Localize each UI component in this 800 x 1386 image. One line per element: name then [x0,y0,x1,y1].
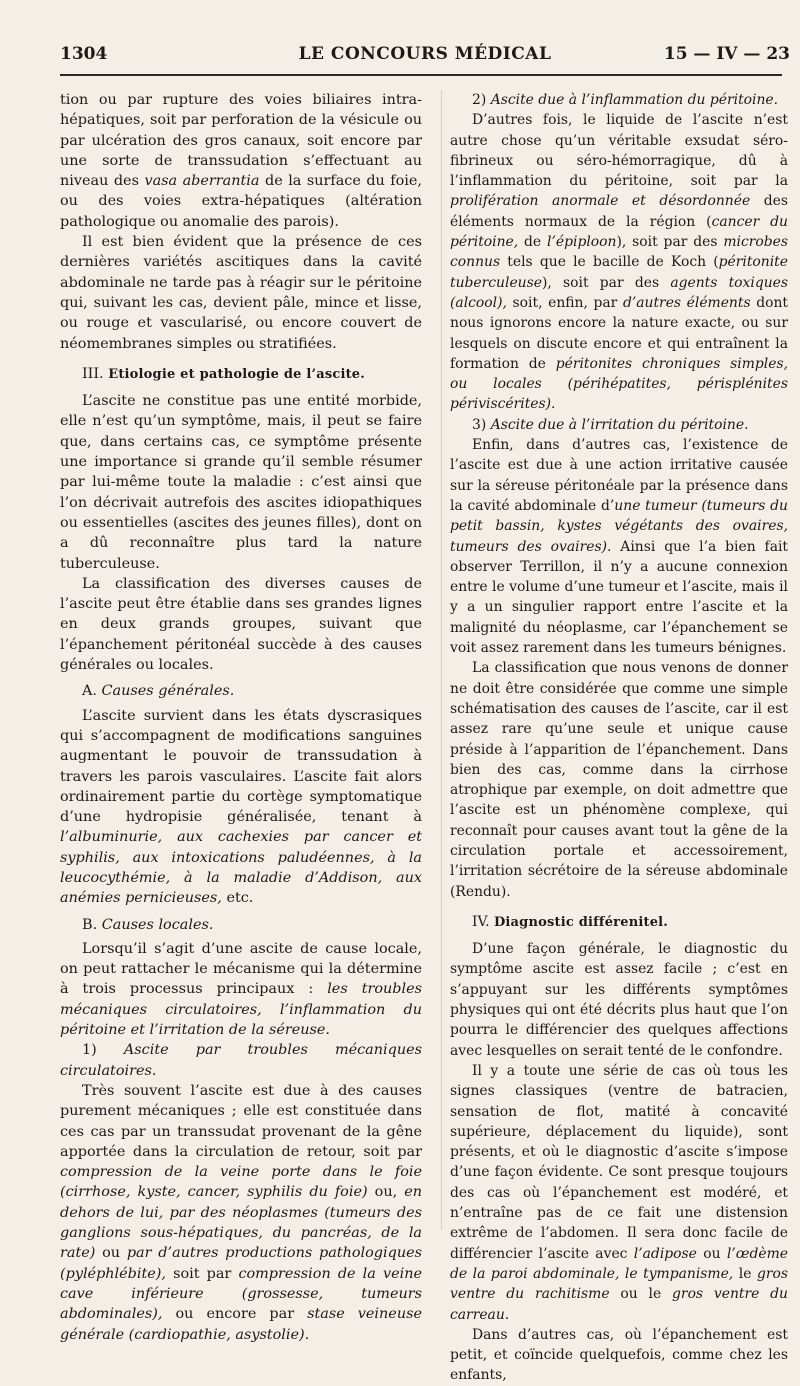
journal-title: LE CONCOURS MÉDICAL [298,44,552,64]
page-header [60,40,790,76]
left-column [60,90,422,1345]
right-column [450,90,788,1386]
paragraph: La classification des diverses causes de l’ascite peut être établie dans ses grandes lignes en deux grands groupes, suivant que l’épanchement péritonéal succède à des causes générales ou locales. [60,575,422,674]
subheading-1: 1) Ascite par troubles mécaniques circulatoires. [60,1042,423,1079]
paragraph: Enfin, dans d’autres cas, l’existence de l’ascite est due à une action irritative causée sur la séreuse péritonéale par la présence dans la cavité abdominale d’une tumeur (tumeurs du petit bassin, kystes végétants des ovaires, tumeurs des ovaires). Ainsi que l’a bien fait observer Terrillon, il n’y a aucune connexion entre le volume d’une tumeur et l’ascite, mais il y a un singulier rapport entre l’ascite et la malignité du néoplasme, car l’épanchement se voit assez rarement dans les tumeurs bénignes. [450,437,789,657]
paragraph: D’autres fois, le liquide de l’ascite n’est autre chose qu’un véritable exsudat séro-fibrineux ou séro-hémorragique, dû à l’inflammation du péritoine, soit par la prolifération anormale et désordonnée des éléments normaux de la région (cancer du péritoine, de l’épiploon), soit par des microbes connus tels que le bacille de Koch (péritonite tuberculeuse), soit par des agents toxiques (alcool), soit, enfin, par d’autres éléments dont nous ignorons encore la nature exacte, ou sur lesquels on discute encore et qui entraînent la formation de péritonites chroniques simples, ou locales (périhépatites, périsplénites périviscérites). [450,112,789,413]
paragraph: La classification que nous venons de donner ne doit être considérée que comme une simple schématisation des causes de l’ascite, car il est assez rare qu’une seule et unique cause préside à l’apparition de l’épanchement. Dans bien des cas, comme dans la cirrhose atrophique par exemple, on doit admettre que l’ascite est un phénomène complexe, qui reconnaît pour causes avant tout la gêne de la circulation portale et accessoirement, l’irritation sécrétoire de la séreuse abdominale (Rendu). [450,660,788,900]
subheading-2: 2) Ascite due à l’inflammation du péritoine. [472,92,779,108]
paragraph: L’ascite ne constitue pas une entité morbide, elle n’est qu’un symptôme, mais, il peut se faire que, dans certains cas, ce symptôme présente une importance si grande qu’il semble résumer par lui-même toute la maladie : c’est ainsi que l’on décrivait autrefois des ascites idiopathiques ou essentielles (ascites des jeunes filles), dont on a dû reconnaître plus tard la nature tuberculeuse. [60,393,422,572]
page-number: 1304 [60,44,108,64]
subheading-a: A. Causes générales. [82,683,235,700]
paragraph: Il y a toute une série de cas où tous les signes classiques (ventre de batracien, sensation de flot, matité à concavité supérieure, déplacement du liquide), sont présents, et où le diagnostic d’ascite s’impose d’une façon évidente. Ce sont presque toujours des cas où l’épanchement est modéré, et n’entraîne pas de ce fait une distension extrême de l’abdomen. Il sera donc facile de différencier l’ascite avec l’adipose ou l’œdème de la paroi abdominale, le tympanisme, le gros ventre du rachitisme ou le gros ventre du carreau. [450,1062,788,1323]
paragraph: Dans d’autres cas, où l’épanchement est petit, et coïncide quelquefois, comme chez les enfants, [450,1326,788,1384]
header-rule [60,74,782,76]
paragraph: tion ou par rupture des voies biliaires intra-hépatiques, soit par perforation de la vésicule ou par ulcération des gros canaux, soit encore par une sorte de transsudation s’effectuant au niveau des vasa aberrantia de la surface du foie, ou des voies extra-hépatiques (altération pathologique ou anomalie des parois). [60,92,422,230]
section-heading-iv: IV. Diagnostic différenitel. [472,913,669,930]
subheading-b: B. Causes locales. [82,916,214,933]
issue-date: 15 — IV — 23 [663,44,790,64]
paragraph: Il est bien évident que la présence de ces dernières variétés ascitiques dans la cavité abdominale ne tarde pas à réagir sur le péritoine qui, suivant les cas, devient pâle, mince et lisse, ou rouge et vascularisé, ou encore couvert de néomembranes simples ou stratifiées. [60,234,422,352]
paragraph: Lorsqu’il s’agit d’une ascite de cause locale, on peut rattacher le mécanisme qui la détermine à trois processus principaux : les troubles mécaniques circulatoires, l’inflammation du péritoine et l’irritation de la séreuse. [60,940,422,1039]
paragraph: Très souvent l’ascite est due à des causes purement mécaniques ; elle est constituée dans ces cas par un transsudat provenant de la gêne apportée dans la circulation de retour, soit par compression de la veine porte dans le foie (cirrhose, kyste, cancer, syphilis du foie) ou, en dehors de lui, par des néoplasmes (tumeurs des ganglions sous-hépatiques, du pancréas, de la rate) ou par d’autres productions pathologiques (pyléphlébite), soit par compression de la veine cave inférieure (grossesse, tumeurs abdominales), ou encore par stase veineuse générale (cardiopathie, asystolie). [60,1082,423,1343]
subheading-3: 3) Ascite due à l’irritation du péritoine. [472,416,749,433]
paragraph: L’ascite survient dans les états dyscrasiques qui s’accompagnent de modifications sanguines augmentant le pouvoir de transsudation à travers les parois vasculaires. L’ascite fait alors ordinairement partie du cortège symptomatique d’une hydropisie généralisée, tenant à l’albuminurie, aux cachexies par cancer et syphilis, aux intoxications paludéennes, à la leucocythémie, à la maladie d’Addison, aux anémies pernicieuses, etc. [60,707,422,907]
paragraph: D’une façon générale, le diagnostic du symptôme ascite est assez facile ; c’est en s’appuyant sur les différents symptômes physiques qui ont été décrits plus haut que l’on pourra le différencier des quelques affections avec lesquelles on serait tenté de le confondre. [450,941,788,1059]
column-divider [441,90,442,1230]
section-heading-iii: III. Etiologie et pathologie de l’ascite. [82,365,366,382]
